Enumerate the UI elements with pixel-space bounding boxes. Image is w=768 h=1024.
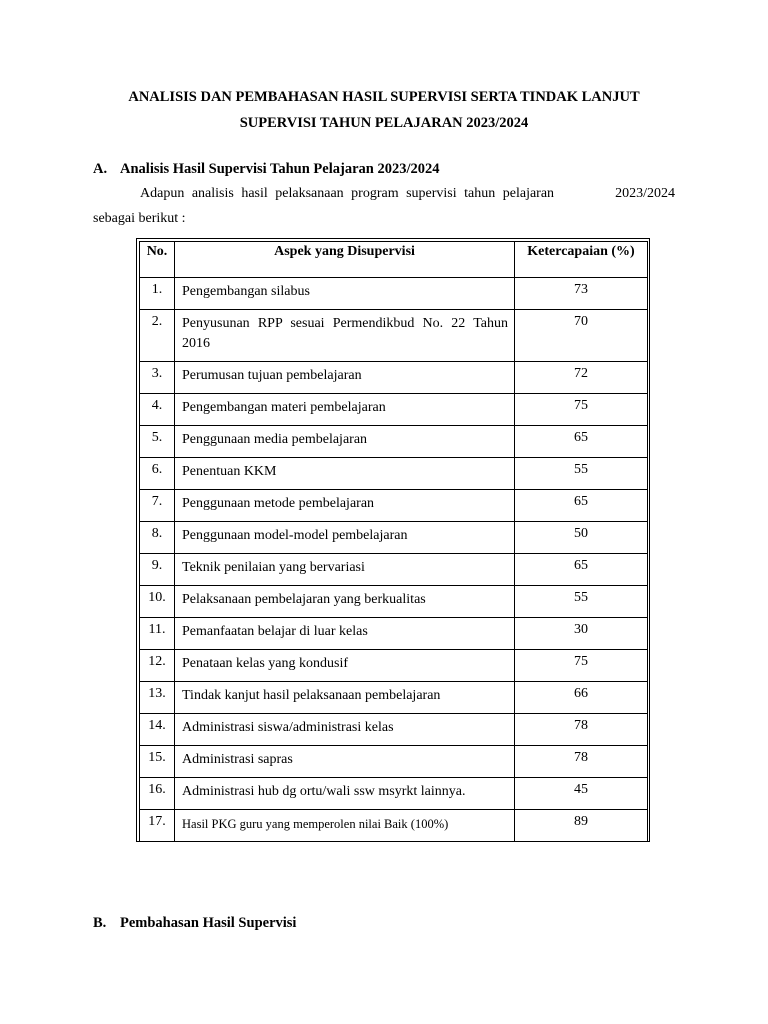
table-row xyxy=(140,458,648,490)
header-aspect: Aspek yang Disupervisi xyxy=(175,242,515,278)
header-no: No. xyxy=(140,242,175,278)
row-number: 8. xyxy=(140,522,175,554)
section-a-heading xyxy=(93,161,439,178)
row-aspect: Penataan kelas yang kondusif xyxy=(175,650,515,682)
row-aspect: Penggunaan model-model pembelajaran xyxy=(175,522,515,554)
table-row xyxy=(140,618,648,650)
row-aspect: Penggunaan media pembelajaran xyxy=(175,426,515,458)
row-number: 10. xyxy=(140,586,175,618)
table-row xyxy=(140,490,648,522)
table-row xyxy=(140,426,648,458)
row-achievement: 65 xyxy=(515,490,648,522)
table-row xyxy=(140,310,648,362)
row-aspect: Penentuan KKM xyxy=(175,458,515,490)
row-aspect: Administrasi sapras xyxy=(175,746,515,778)
row-achievement: 75 xyxy=(515,394,648,426)
table-header-row xyxy=(140,242,648,278)
row-aspect: Pemanfaatan belajar di luar kelas xyxy=(175,618,515,650)
supervision-table-grid xyxy=(139,241,648,842)
row-aspect: Pengembangan materi pembelajaran xyxy=(175,394,515,426)
row-number: 1. xyxy=(140,278,175,310)
section-a-letter: A. xyxy=(93,161,108,177)
intro-line-2: sebagai berikut : xyxy=(93,211,186,226)
table-row xyxy=(140,394,648,426)
row-number: 17. xyxy=(140,810,175,842)
section-b-heading xyxy=(93,915,296,932)
row-number: 6. xyxy=(140,458,175,490)
row-aspect: Penyusunan RPP sesuai Permendikbud No. 22 Tahun 2016 xyxy=(175,310,515,362)
row-aspect: Hasil PKG guru yang memperolen nilai Baik (100%) xyxy=(175,810,515,842)
row-number: 11. xyxy=(140,618,175,650)
row-achievement: 55 xyxy=(515,586,648,618)
row-number: 9. xyxy=(140,554,175,586)
intro-line-1-end: 2023/2024 xyxy=(615,186,675,201)
row-number: 7. xyxy=(140,490,175,522)
row-achievement: 70 xyxy=(515,310,648,362)
row-aspect: Pelaksanaan pembelajaran yang berkualitas xyxy=(175,586,515,618)
row-number: 13. xyxy=(140,682,175,714)
row-number: 15. xyxy=(140,746,175,778)
section-a-title: Analisis Hasil Supervisi Tahun Pelajaran 2023/2024 xyxy=(120,161,440,177)
table-row xyxy=(140,554,648,586)
row-achievement: 65 xyxy=(515,554,648,586)
row-number: 4. xyxy=(140,394,175,426)
table-row xyxy=(140,522,648,554)
supervision-table xyxy=(136,238,650,842)
row-achievement: 66 xyxy=(515,682,648,714)
row-achievement: 75 xyxy=(515,650,648,682)
header-achievement: Ketercapaian (%) xyxy=(515,242,648,278)
row-achievement: 73 xyxy=(515,278,648,310)
row-aspect: Tindak kanjut hasil pelaksanaan pembelajaran xyxy=(175,682,515,714)
intro-line-1: Adapun analisis hasil pelaksanaan program supervisi tahun pelajaran xyxy=(140,186,555,201)
section-b-title: Pembahasan Hasil Supervisi xyxy=(120,915,297,931)
table-row xyxy=(140,586,648,618)
row-achievement: 89 xyxy=(515,810,648,842)
table-row xyxy=(140,362,648,394)
row-aspect: Pengembangan silabus xyxy=(175,278,515,310)
row-aspect: Administrasi siswa/administrasi kelas xyxy=(175,714,515,746)
row-number: 16. xyxy=(140,778,175,810)
row-number: 14. xyxy=(140,714,175,746)
row-achievement: 78 xyxy=(515,746,648,778)
row-achievement: 65 xyxy=(515,426,648,458)
row-number: 5. xyxy=(140,426,175,458)
row-achievement: 50 xyxy=(515,522,648,554)
row-achievement: 78 xyxy=(515,714,648,746)
document-title-line-2: SUPERVISI TAHUN PELAJARAN 2023/2024 xyxy=(239,115,529,131)
table-row xyxy=(140,778,648,810)
document-title-line-1: ANALISIS DAN PEMBAHASAN HASIL SUPERVISI SERTA TINDAK LANJUT xyxy=(128,89,640,105)
table-body xyxy=(140,278,648,842)
row-aspect: Perumusan tujuan pembelajaran xyxy=(175,362,515,394)
row-aspect: Teknik penilaian yang bervariasi xyxy=(175,554,515,586)
row-number: 12. xyxy=(140,650,175,682)
row-achievement: 72 xyxy=(515,362,648,394)
row-aspect: Administrasi hub dg ortu/wali ssw msyrkt lainnya. xyxy=(175,778,515,810)
row-number: 2. xyxy=(140,310,175,362)
row-achievement: 55 xyxy=(515,458,648,490)
row-number: 3. xyxy=(140,362,175,394)
row-achievement: 30 xyxy=(515,618,648,650)
section-b-letter: B. xyxy=(93,915,107,931)
table-row xyxy=(140,746,648,778)
table-row xyxy=(140,682,648,714)
table-row xyxy=(140,810,648,842)
table-row xyxy=(140,278,648,310)
row-aspect: Penggunaan metode pembelajaran xyxy=(175,490,515,522)
row-achievement: 45 xyxy=(515,778,648,810)
table-row xyxy=(140,714,648,746)
table-row xyxy=(140,650,648,682)
